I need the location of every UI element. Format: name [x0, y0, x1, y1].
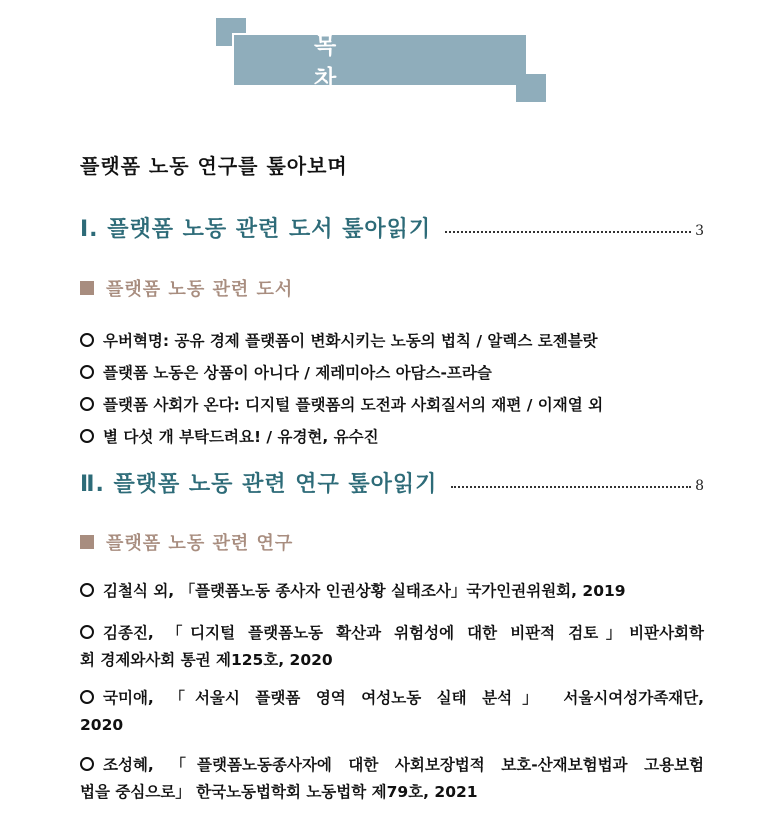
dot-leader [451, 486, 691, 488]
section-1-subheading [80, 275, 293, 301]
book-entry: 플랫폼 노동은 상품이 아니다 / 제레미아스 아담스-프라슬 [103, 364, 492, 382]
section-1-page-number: 3 [695, 222, 704, 239]
circle-bullet-icon [80, 583, 94, 597]
circle-bullet-icon [80, 690, 94, 704]
intro-heading[interactable]: 플랫폼 노동 연구를 톺아보며 [80, 154, 348, 178]
list-item[interactable] [80, 420, 720, 452]
circle-bullet-icon [80, 625, 94, 639]
circle-bullet-icon [80, 365, 94, 379]
reference-line: 김종진, 「디지털 플랫폼노동 확산과 위험성에 대한 비판적 검토」비판사회학 [103, 624, 704, 642]
toc-title-banner [232, 33, 528, 92]
list-item[interactable] [80, 324, 720, 356]
section-2-heading-row[interactable] [80, 467, 704, 498]
book-entry: 플랫폼 사회가 온다: 디지털 플랫폼의 도전과 사회질서의 재편 / 이재열 외 [103, 396, 604, 414]
reference-line: 김철식 외, 「플랫폼노동 종사자 인권상황 실태조사」국가인권위원회, 2019 [103, 582, 626, 600]
reference-line: 조성혜, 「플랫폼노동종사자에 대한 사회보장법적 보호-산재보험법과 고용보험 [103, 756, 704, 774]
section-1-subheading-label: 플랫폼 노동 관련 도서 [106, 279, 294, 300]
square-bullet-icon [80, 281, 94, 295]
list-item[interactable] [80, 388, 720, 420]
banner-decoration-bottom-right [516, 74, 546, 102]
section-1-heading-row[interactable] [80, 212, 704, 243]
toc-title: 목 차 [314, 33, 417, 92]
reference-line: 국미애, 「서울시 플랫폼 영역 여성노동 실태 분석」 서울시여성가족재단, [103, 689, 704, 707]
book-entry: 별 다섯 개 부탁드려요! / 유경현, 유수진 [103, 428, 379, 446]
section-1-heading: Ⅰ. 플랫폼 노동 관련 도서 톺아읽기 [80, 217, 432, 242]
book-entry: 우버혁명: 공유 경제 플랫폼이 변화시키는 노동의 법칙 / 알렉스 로젠블랏 [103, 332, 598, 350]
reference-line-continued: 2020 [80, 716, 124, 734]
section-2-heading: Ⅱ. 플랫폼 노동 관련 연구 톺아읽기 [80, 472, 438, 497]
list-item[interactable] [80, 685, 704, 739]
square-bullet-icon [80, 535, 94, 549]
list-item[interactable] [80, 578, 704, 605]
reference-line-continued: 법을 중심으로」 한국노동법학회 노동법학 제79호, 2021 [80, 783, 478, 801]
circle-bullet-icon [80, 429, 94, 443]
section-2-subheading [80, 529, 293, 555]
list-item[interactable] [80, 620, 704, 674]
reference-line-continued: 회 경제와사회 통권 제125호, 2020 [80, 651, 333, 669]
section-2-subheading-label: 플랫폼 노동 관련 연구 [106, 533, 294, 554]
list-item[interactable] [80, 752, 704, 806]
list-item[interactable] [80, 356, 720, 388]
section-2-page-number: 8 [695, 477, 704, 494]
circle-bullet-icon [80, 397, 94, 411]
book-list [80, 324, 720, 452]
dot-leader [445, 231, 691, 233]
circle-bullet-icon [80, 333, 94, 347]
circle-bullet-icon [80, 757, 94, 771]
